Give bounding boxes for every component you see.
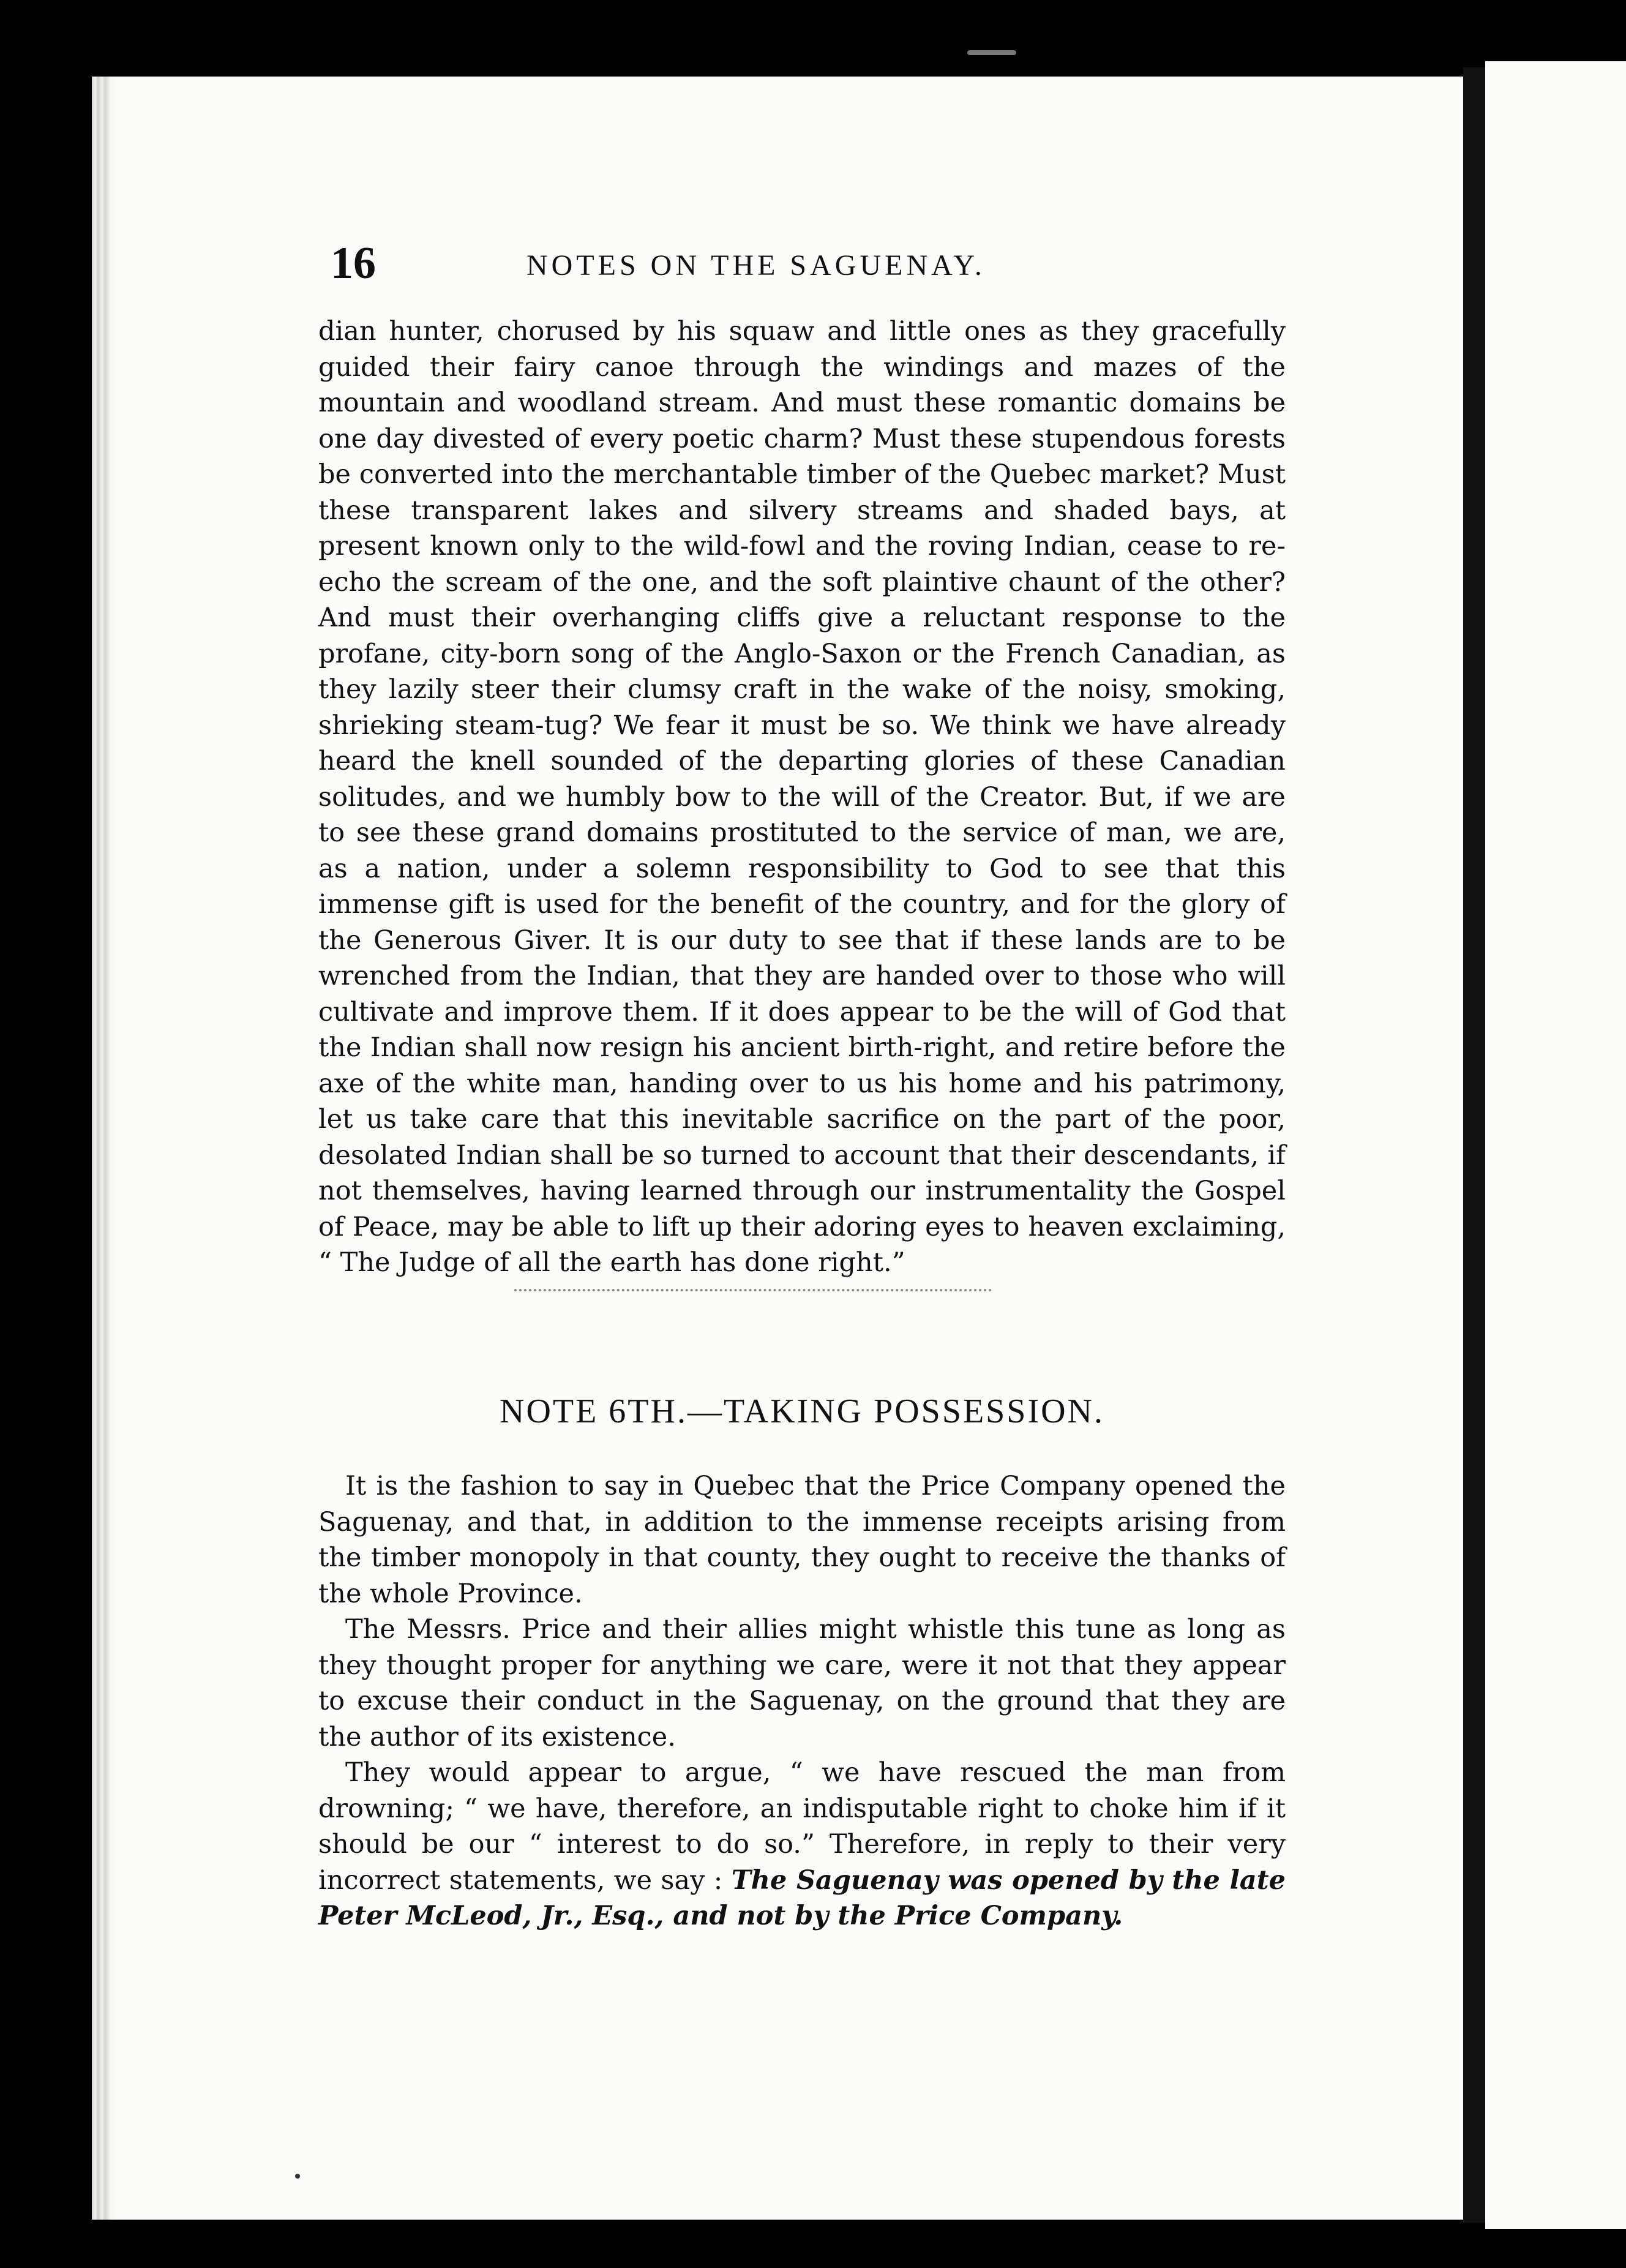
section-divider — [514, 1289, 992, 1296]
section-paragraph: The Messrs. Price and their allies might whistle this tune as long as they thought proper for anything we care, were it not that they appear to excuse their conduct in the Saguenay, on the ground that they are the author of its existence. — [318, 1614, 1286, 1752]
page-number: 16 — [331, 238, 376, 288]
section-title: NOTE 6TH.—TAKING POSSESSION. — [500, 1392, 1104, 1430]
closing-statement: The Saguenay was opened by the late Peter McLeod, Jr., Esq., and not by the Price Company. — [318, 1864, 1286, 1931]
section-paragraph-last — [318, 1755, 1286, 1934]
continued-paragraph: dian hunter, chorused by his squaw and little ones as they gracefully guided their fairy canoe through the windings and mazes of the mountain and woodland stream. And must these romantic domains be one day divested of every poetic charm? Must these stupendous forests be converted into the merchantable timber of the Quebec market? Must these transparent lakes and silvery streams and shaded bays, at present known only to the wild-fowl and the roving Indian, cease to re-echo the scream of the one, and the soft plaintive chaunt of the other? And must their overhanging cliffs give a reluctant response to the profane, city-born song of the Anglo-Saxon or the French Canadian, as they lazily steer their clumsy craft in the wake of the noisy, smoking, shrieking steam-tug? We fear it must be so. We think we have already heard the knell sounded of the departing glories of these Canadian solitudes, and we humbly bow to the will of the Creator. But, if we are to see these grand domains prostituted to the service of man, we are, as a nation, under a solemn responsibility to God to see that this immense gift is used for the benefit of the country, and for the glory of the Generous Giver. It is our duty to see that if these lands are to be wrenched from the Indian, that they are handed over to those who will cultivate and improve them. If it does appear to be the will of God that the Indian shall now resign his ancient birth-right, and retire before the axe of the white man, handing over to us his home and his patrimony, let us take care that this inevitable sacrifice on the part of the poor, desolated Indian shall be so turned to account that their descendants, if not themselves, having learned through our instrumentality the Gospel of Peace, may be able to lift up their adoring eyes to heaven exclaiming, “ The Judge of all the earth has done right.” — [318, 316, 1286, 1278]
continued-text-block — [318, 314, 1286, 1281]
section-paragraph-text: They would appear to argue, “ we have rescued the man from drowning; “ we have, therefore, an indisputable right to choke him if it should be our “ interest to do so.” Therefore, in reply to their very incorrect statements, we say : — [318, 1757, 1286, 1896]
page-stack-edge — [92, 77, 116, 2220]
running-head: NOTES ON THE SAGUENAY. — [526, 249, 986, 282]
facing-page-edge — [1485, 61, 1626, 2229]
scan-artifact-mark — [967, 50, 1016, 55]
section-text-block — [318, 1468, 1286, 1934]
section-paragraph: It is the fashion to say in Quebec that the Price Company opened the Saguenay, and that, in addition to the immense receipts arising from the timber monopoly in that county, they ought to receive the thanks of the whole Province. — [318, 1471, 1286, 1609]
book-gutter — [1463, 67, 1485, 2223]
scan-speck — [295, 2174, 300, 2179]
page-header — [331, 233, 1286, 300]
